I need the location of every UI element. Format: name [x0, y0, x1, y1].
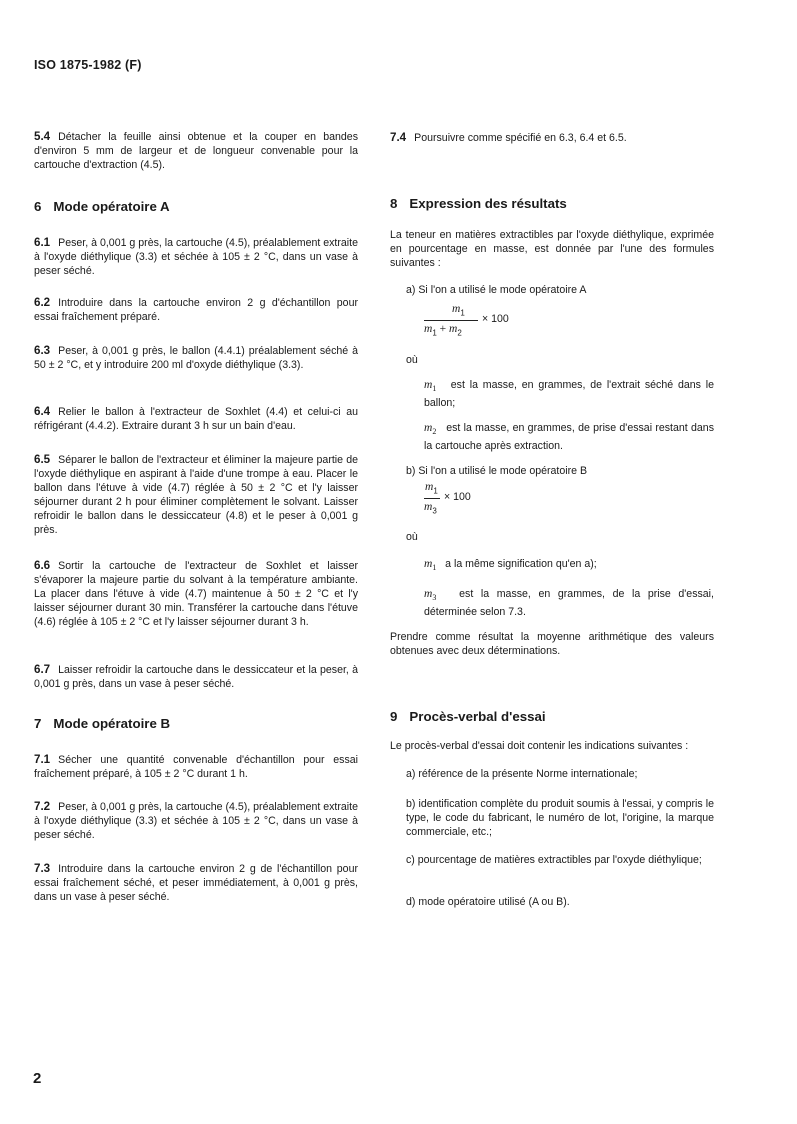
- formula-b-denominator: [424, 501, 437, 515]
- section-title: Procès-verbal d'essai: [409, 709, 546, 724]
- list-item-b: b) identification complète du produit soumis à l'essai, y compris le type, le code du fabricant, le numéro de lot, l'origine, la marque commerciale, etc.;: [406, 798, 714, 838]
- plus-sign: +: [439, 323, 447, 335]
- clause-number: 6.2: [34, 296, 51, 309]
- numerator-var: m: [425, 481, 434, 493]
- clause-text: Sécher une quantité convenable d'échantillon pour essai fraîchement préparé, à 105 ± 2 °C durant 1 h.: [34, 754, 358, 780]
- clause-number: 6.3: [34, 344, 51, 357]
- paragraph-6-4: [34, 405, 358, 433]
- clause-text: Sortir la cartouche de l'extracteur de Soxhlet et laisser s'évaporer la majeure partie du solvant à la température ambiante. La placer dans l'étuve à vide (4.7) maintenue à 50 ± 2 °C et l'y laisser séjourner durant 30 min. Transférer la cartouche dans l'étuve (4.6) réglée à 105 ± 2 °C et l'y laisser séjourner durant 3 h.: [34, 560, 358, 628]
- clause-text: Relier le ballon à l'extracteur de Soxhlet (4.4) et celui-ci au réfrigérant (4.4.2). Extraire durant 3 h sur un bain d'eau.: [34, 406, 358, 432]
- formula-b: [424, 481, 524, 521]
- section-title: Expression des résultats: [409, 196, 567, 211]
- section-number: 6: [34, 199, 42, 214]
- var-sub: 1: [432, 384, 437, 394]
- formula-a-numerator: [452, 303, 465, 317]
- times-100: × 100: [482, 313, 509, 325]
- document-header: ISO 1875-1982 (F): [34, 58, 142, 72]
- fraction-bar: [424, 320, 478, 321]
- item-b: b) Si l'on a utilisé le mode opératoire B: [406, 465, 588, 477]
- formula-a: [424, 303, 564, 343]
- var-m: m: [424, 422, 433, 434]
- clause-text: Introduire dans la cartouche environ 2 g de l'échantillon pour essai fraîchement séché, et peser immédiatement, à 0,001 g près, dans un vase à peser séché.: [34, 863, 358, 903]
- clause-text: Peser, à 0,001 g près, la cartouche (4.5), préalablement extraite à l'oxyde diéthylique (3.3) et séchée à 105 ± 2 °C, dans un vase à peser séché.: [34, 801, 358, 841]
- clause-number: 6.6: [34, 559, 51, 572]
- list-item-a: a) référence de la présente Norme internationale;: [406, 768, 638, 780]
- paragraph-6-3: [34, 344, 358, 372]
- denominator-sub-2: 2: [457, 328, 462, 338]
- clause-number: 6.1: [34, 236, 51, 249]
- section-8-conclusion: Prendre comme résultat la moyenne arithmétique des valeurs obtenues avec deux déterminations.: [390, 631, 714, 657]
- clause-number: 7.3: [34, 862, 51, 875]
- clause-text: Peser, à 0,001 g près, la cartouche (4.5), préalablement extraite à l'oxyde diéthylique (3.3) et séchée à 105 ± 2 °C, dans un vase à peser séché.: [34, 237, 358, 277]
- paragraph-6-6: [34, 559, 358, 629]
- section-7-heading: [34, 716, 170, 731]
- var-sub: 1: [432, 563, 437, 573]
- list-item-c: c) pourcentage de matières extractibles par l'oxyde diéthylique;: [406, 854, 702, 866]
- paragraph-6-5: [34, 453, 358, 537]
- section-6-heading: [34, 199, 170, 214]
- definition-text: est la masse, en grammes, de la prise d'essai, déterminée selon 7.3.: [424, 588, 714, 619]
- section-9-heading: [390, 709, 546, 724]
- clause-text: Détacher la feuille ainsi obtenue et la couper en bandes d'environ 5 mm de largeur et de longueur convenable pour la cartouche d'extraction (4.5).: [34, 131, 358, 171]
- clause-number: 6.5: [34, 453, 51, 466]
- paragraph-7-3: [34, 862, 358, 904]
- section-number: 7: [34, 716, 42, 731]
- paragraph-7-4: [390, 131, 714, 145]
- var-m: m: [424, 558, 433, 570]
- var-sub: 3: [432, 593, 437, 603]
- section-8-intro: La teneur en matières extractibles par l'oxyde diéthylique, exprimée en pourcentage en masse, est donnée par l'une des formules suivantes :: [390, 229, 714, 269]
- definition-m1-a: [424, 378, 714, 410]
- formula-b-numerator: [425, 481, 438, 495]
- clause-number: 5.4: [34, 130, 51, 143]
- var-m: m: [424, 588, 433, 600]
- list-item-d: d) mode opératoire utilisé (A ou B).: [406, 896, 570, 908]
- definition-m1-b: [424, 557, 714, 575]
- times-100: × 100: [444, 491, 471, 503]
- ou-label-2: où: [406, 531, 418, 543]
- clause-text: Laisser refroidir la cartouche dans le dessiccateur et la peser, à 0,001 g près, dans un vase à peser séché.: [34, 664, 358, 690]
- paragraph-5-4: [34, 130, 358, 172]
- numerator-var: m: [452, 303, 461, 315]
- formula-a-denominator: [424, 323, 462, 337]
- section-number: 8: [390, 196, 398, 211]
- ou-label: où: [406, 354, 418, 366]
- paragraph-6-7: [34, 663, 358, 691]
- paragraph-6-1: [34, 236, 358, 278]
- definition-m2: [424, 421, 714, 453]
- section-number: 9: [390, 709, 398, 724]
- var-sub: 2: [432, 427, 437, 437]
- numerator-sub: 1: [433, 486, 438, 496]
- clause-text: Séparer le ballon de l'extracteur et éliminer la majeure partie de l'oxyde diéthylique en aspirant à l'aide d'une trompe à eau. Placer le ballon dans l'étuve à vide (4.7) réglée à 50 ± 2 °C et l'y laisser séjourner durant 2 h pour éliminer complètement le solvant. Laisser refroidir le ballon dans le dessiccateur (4.8) et le peser à 0,001 g près.: [34, 454, 358, 536]
- clause-number: 7.4: [390, 131, 407, 144]
- denominator-var-1: m: [424, 323, 433, 335]
- section-9-intro: Le procès-verbal d'essai doit contenir les indications suivantes :: [390, 740, 689, 752]
- paragraph-6-2: [34, 296, 358, 324]
- fraction-bar: [424, 498, 440, 499]
- numerator-sub: 1: [460, 308, 465, 318]
- clause-text: Poursuivre comme spécifié en 6.3, 6.4 et 6.5.: [414, 132, 627, 144]
- denominator-sub-1: 1: [432, 328, 437, 338]
- clause-text: Introduire dans la cartouche environ 2 g d'échantillon pour essai fraîchement préparé.: [34, 297, 358, 323]
- definition-m3: [424, 587, 714, 619]
- denominator-var: m: [424, 501, 433, 513]
- clause-number: 7.1: [34, 753, 51, 766]
- clause-number: 6.7: [34, 663, 51, 676]
- clause-number: 6.4: [34, 405, 51, 418]
- denominator-var-2: m: [449, 323, 458, 335]
- denominator-sub: 3: [432, 506, 437, 516]
- clause-number: 7.2: [34, 800, 51, 813]
- paragraph-7-1: [34, 753, 358, 781]
- definition-text: est la masse, en grammes, de prise d'essai restant dans la cartouche après extraction.: [424, 422, 714, 453]
- item-a: a) Si l'on a utilisé le mode opératoire A: [406, 284, 587, 296]
- paragraph-7-2: [34, 800, 358, 842]
- page-number: 2: [33, 1070, 42, 1087]
- section-8-heading: [390, 196, 567, 211]
- section-title: Mode opératoire B: [53, 716, 171, 731]
- section-title: Mode opératoire A: [53, 199, 170, 214]
- var-m: m: [424, 379, 433, 391]
- definition-text: est la masse, en grammes, de l'extrait séché dans le ballon;: [424, 379, 714, 410]
- definition-text: a la même signification qu'en a);: [445, 558, 597, 570]
- clause-text: Peser, à 0,001 g près, le ballon (4.4.1) préalablement séché à 50 ± 2 °C, et y introduire 200 ml d'oxyde diéthylique (3.3).: [34, 345, 358, 371]
